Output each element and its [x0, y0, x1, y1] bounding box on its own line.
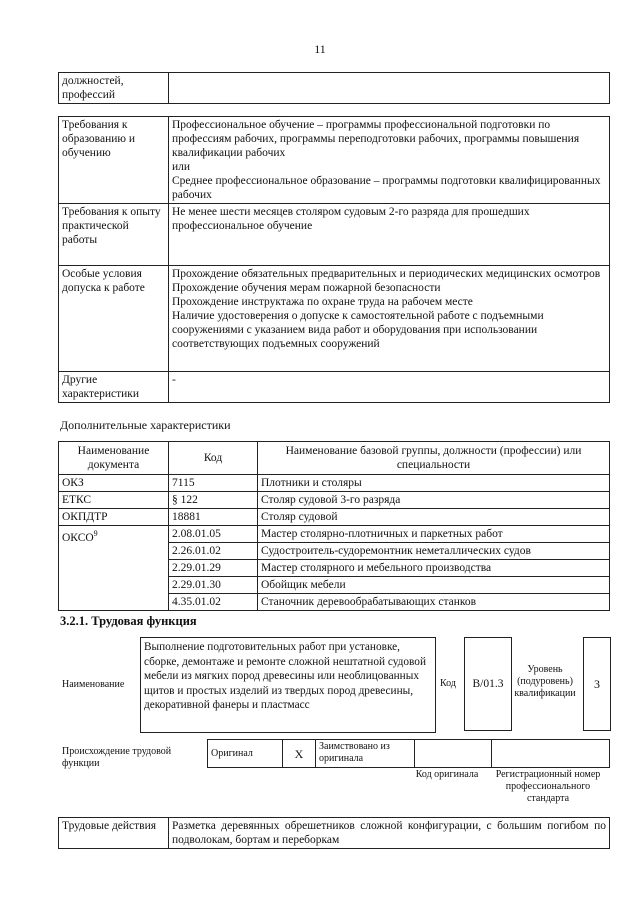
- level-label: Уровень (подуровень) квалификации: [514, 664, 576, 699]
- row-name: Судостроитель-судоремонтник неметаллических судов: [258, 543, 610, 560]
- top-row-value: [169, 73, 610, 104]
- requirement-value: [169, 204, 610, 266]
- requirement-line: Не менее шести месяцев столяром судовым 2-го разряда для прошедших профессиональное обучение: [172, 206, 530, 232]
- code-label: Код: [440, 678, 456, 689]
- actions-value: Разметка деревянных обрешетников сложной конфигурации, с большим погибом по подволокам, бортам и переборкам: [169, 818, 610, 849]
- row-name: Столяр судовой 3-го разряда: [258, 492, 610, 509]
- header-name: Наименование базовой группы, должности (профессии) или специальности: [258, 442, 610, 475]
- code-caption: Код оригинала: [415, 769, 479, 780]
- requirement-line: Прохождение обязательных предварительных и периодических медицинских осмотров: [172, 268, 601, 280]
- requirement-value: [169, 372, 610, 403]
- row-name: Плотники и столяры: [258, 475, 610, 492]
- row-name: Столяр судовой: [258, 509, 610, 526]
- top-row-table: [58, 72, 610, 104]
- requirement-label: Другие характеристики: [59, 372, 169, 403]
- level-value: 3: [583, 637, 611, 731]
- row-doc: ОКПДТР: [59, 509, 169, 526]
- function-name-box: Выполнение подготовительных работ при установке, сборке, демонтаже и ремонте сложной нештатной судовой мебели из мягких пород древесины или необлицованных щитов и простых изделий из твердых пород древесины, декоративной фанеры и пластмасс: [140, 637, 436, 733]
- original-label: Оригинал: [208, 740, 283, 768]
- row-code: 7115: [169, 475, 258, 492]
- row-code: 2.29.01.29: [169, 560, 258, 577]
- row-name: Мастер столярного и мебельного производства: [258, 560, 610, 577]
- row-doc: ЕТКС: [59, 492, 169, 509]
- requirements-table: [58, 116, 610, 403]
- requirement-row: [59, 372, 610, 403]
- requirement-label: Требования к образованию и обучению: [59, 117, 169, 204]
- registration-number-cell: [492, 740, 610, 768]
- top-row-label: должностей, профессий: [59, 73, 169, 104]
- requirement-label: Особые условия допуска к работе: [59, 266, 169, 372]
- borrowed-label: Заимствовано из оригинала: [316, 740, 415, 768]
- row-doc: ОКСО$^9$: [59, 526, 169, 611]
- row-code: 2.26.01.02: [169, 543, 258, 560]
- header-code: Код: [169, 442, 258, 475]
- footnote-ref: 9: [93, 529, 98, 538]
- original-code-cell: [415, 740, 492, 768]
- actions-label: Трудовые действия: [59, 818, 169, 849]
- code-value: B/01.3: [464, 637, 512, 731]
- function-heading: 3.2.1. Трудовая функция: [60, 614, 197, 628]
- requirement-row: [59, 204, 610, 266]
- table-row: [59, 509, 610, 526]
- page-number: 11: [314, 42, 326, 56]
- origin-label: Происхождение трудовой функции: [62, 746, 172, 769]
- additional-table: [58, 441, 610, 611]
- requirement-label: Требования к опыту практической работы: [59, 204, 169, 266]
- row-code: 18881: [169, 509, 258, 526]
- requirement-row: [59, 117, 610, 204]
- name-label: Наименование: [62, 679, 125, 690]
- row-name: Станочник деревообрабатывающих станков: [258, 594, 610, 611]
- requirement-line: Наличие удостоверения о допуске к самостоятельной работе с подъемными сооружениями с указанием вида работ и оборудования при использовании соответствующих подъемных сооружений: [172, 310, 544, 350]
- requirement-value: [169, 117, 610, 204]
- table-row: [59, 475, 610, 492]
- requirement-line: Профессиональное обучение – программы профессиональной подготовки по профессиям рабочих, программы переподготовки рабочих, программы повышения квалификации рабочих: [172, 119, 580, 159]
- row-doc: ОКЗ: [59, 475, 169, 492]
- header-document: Наименование документа: [59, 442, 169, 475]
- requirement-line: Среднее профессиональное образование – программы подготовки квалифицированных рабочих: [172, 175, 601, 201]
- additional-title: Дополнительные характеристики: [60, 418, 231, 432]
- reg-caption: Регистрационный номер профессионального стандарта: [495, 769, 601, 804]
- requirement-line: Прохождение обучения мерам пожарной безопасности: [172, 282, 441, 294]
- actions-table: [58, 817, 610, 849]
- requirement-line: или: [172, 161, 191, 173]
- row-name: Мастер столярно-плотничных и паркетных работ: [258, 526, 610, 543]
- table-row: [59, 492, 610, 509]
- row-code: 2.08.01.05: [169, 526, 258, 543]
- origin-table: [207, 739, 610, 768]
- row-name: Обойщик мебели: [258, 577, 610, 594]
- requirement-line: Прохождение инструктажа по охране труда на рабочем месте: [172, 296, 473, 308]
- table-row: [59, 526, 610, 543]
- row-code: § 122: [169, 492, 258, 509]
- requirement-row: [59, 266, 610, 372]
- requirement-line: -: [172, 374, 176, 386]
- row-code: 2.29.01.30: [169, 577, 258, 594]
- row-code: 4.35.01.02: [169, 594, 258, 611]
- requirement-value: [169, 266, 610, 372]
- additional-header-row: [59, 442, 610, 475]
- original-mark: X: [283, 740, 316, 768]
